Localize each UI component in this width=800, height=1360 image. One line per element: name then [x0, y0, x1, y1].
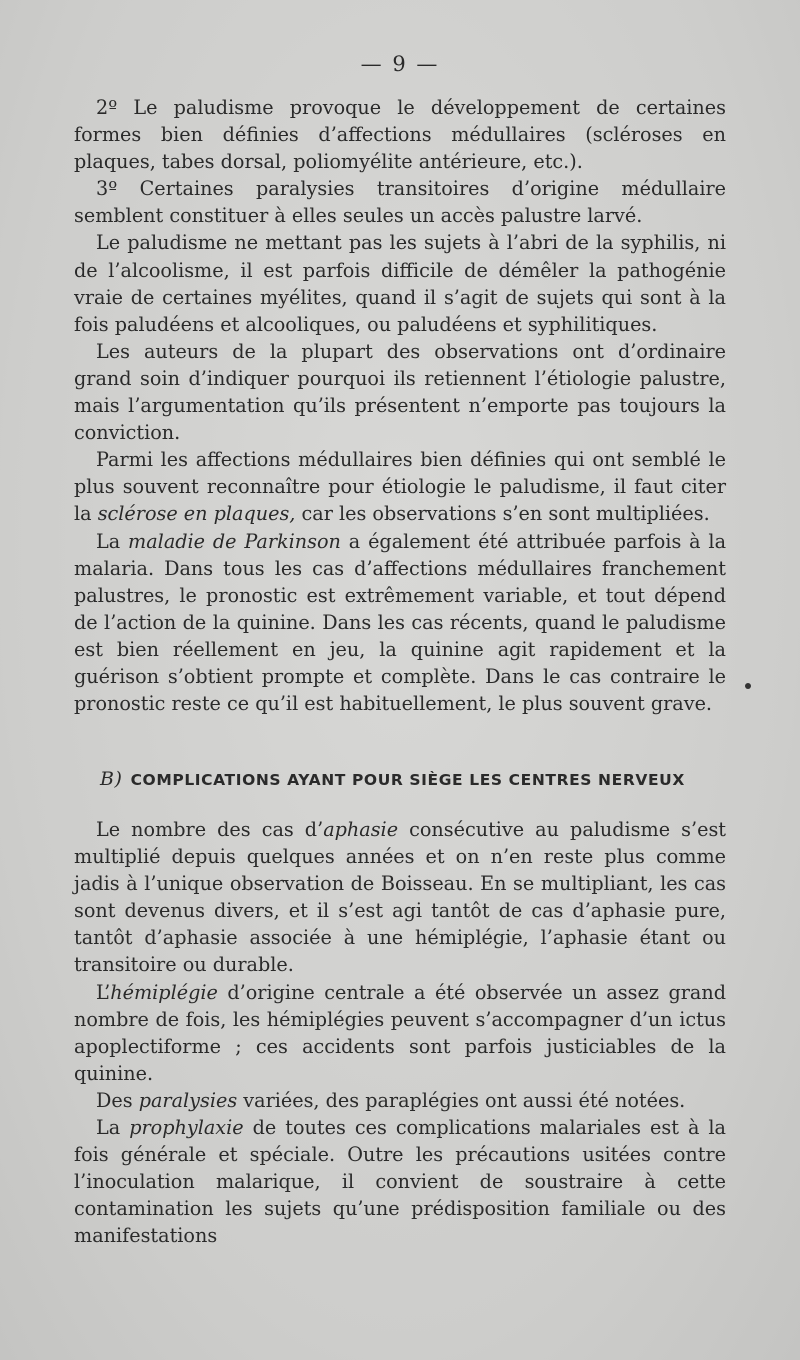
- paragraph-paralysies: [74, 1087, 726, 1114]
- emphasis-aphasie: aphasie: [323, 818, 399, 841]
- paragraph: Les auteurs de la plupart des observations ont d’ordinaire grand soin d’indiquer pourquoi ils retiennent l’étiologie palustre, mais l’argumentation qu’ils présentent n’emporte pas toujours la conviction.: [74, 339, 726, 445]
- margin-mark: [745, 683, 751, 689]
- paragraph: Le paludisme ne mettant pas les sujets à l’abri de la syphilis, ni de l’alcoolisme, il est parfois difficile de démêler la pathogénie vraie de certaines myélites, quand il s’agit de sujets qui sont à la fois paludéens et alcooliques, ou paludéens et syphilitiques.: [74, 231, 726, 336]
- emphasis-paralysies: paralysies: [138, 1088, 238, 1112]
- text-run: L’: [96, 980, 111, 1004]
- emphasis-prophylaxie: prophylaxie: [129, 1116, 244, 1140]
- text-run: Le nombre des cas d’: [96, 818, 324, 841]
- text-run: Parmi les affections médullaires bien définies qui ont semblé le plus souvent reconnaître pour étiologie le paludisme, il faut citer la: [74, 448, 726, 526]
- text-run: La: [96, 529, 129, 553]
- text-run: Des: [96, 1088, 139, 1112]
- text-run: consécutive au paludisme s’est multiplié depuis quelques années et on n’en reste plus comme jadis à l’unique observation de Boisseau. En se multipliant, les cas sont devenus divers, et il s’est agi tantôt de cas d’aphasie pure, tantôt d’aphasie associée à une hémiplégie, l’aphasie étant ou transitoire ou durable.: [74, 818, 727, 977]
- text-run: car les observations s’en sont multipliées.: [295, 502, 710, 526]
- text-run: a également été attribuée parfois à la malaria. Dans tous les cas d’affections médullaires franchement palustres, le pronostic est extrêmement variable, et tout dépend de l’action de la quinine. Dans les cas récents, quand le paludisme est bien réellement en jeu, la quinine agit rapidement et la guérison s’obtient prompte et complète. Dans le cas contraire le pronostic reste ce qu’il est habituellement, le plus souvent grave.: [74, 529, 727, 716]
- paragraph-prophylaxie: [74, 1114, 726, 1249]
- text-run: variées, des paraplégies ont aussi été notées.: [237, 1088, 686, 1112]
- paragraph-hemiplegie: [74, 979, 726, 1087]
- emphasis-parkinson: maladie de Parkinson: [128, 529, 341, 553]
- page-number: — 9 —: [360, 52, 440, 76]
- text-run: de toutes ces complications malariales est à la fois générale et spéciale. Outre les précautions usitées contre l’inoculation malarique, il convient de soustraire à cette contamination les sujets qu’une prédisposition familiale ou des manifestations: [74, 1116, 726, 1248]
- section-letter: B): [100, 768, 123, 790]
- paragraph-parkinson: [74, 528, 726, 718]
- text-block-bottom: [74, 816, 726, 1250]
- text-block-top: [74, 94, 726, 717]
- section-heading: [100, 768, 740, 790]
- text-run: La: [96, 1116, 130, 1140]
- text-run: d’origine centrale a été observée un assez grand nombre de fois, les hémiplégies peuvent s’accompagner d’un ictus apoplectiforme ; ces accidents sont parfois justiciables de la quinine.: [74, 980, 726, 1085]
- paragraph-aphasie: [74, 816, 726, 979]
- paragraph: 2º Le paludisme provoque le développement de certaines formes bien définies d’affections médullaires (scléroses en plaques, tabes dorsal, poliomyélite antérieure, etc.).: [74, 96, 726, 174]
- emphasis-hemiplegie: hémiplégie: [110, 980, 218, 1004]
- emphasis-sclerose: sclérose en plaques,: [97, 502, 296, 526]
- paragraph-sclerose: [74, 446, 726, 527]
- paragraph: 3º Certaines paralysies transitoires d’origine médullaire semblent constituer à elles seules un accès palustre larvé.: [74, 177, 726, 228]
- section-title: COMPLICATIONS AYANT POUR SIÈGE LES CENTRES NERVEUX: [130, 771, 685, 789]
